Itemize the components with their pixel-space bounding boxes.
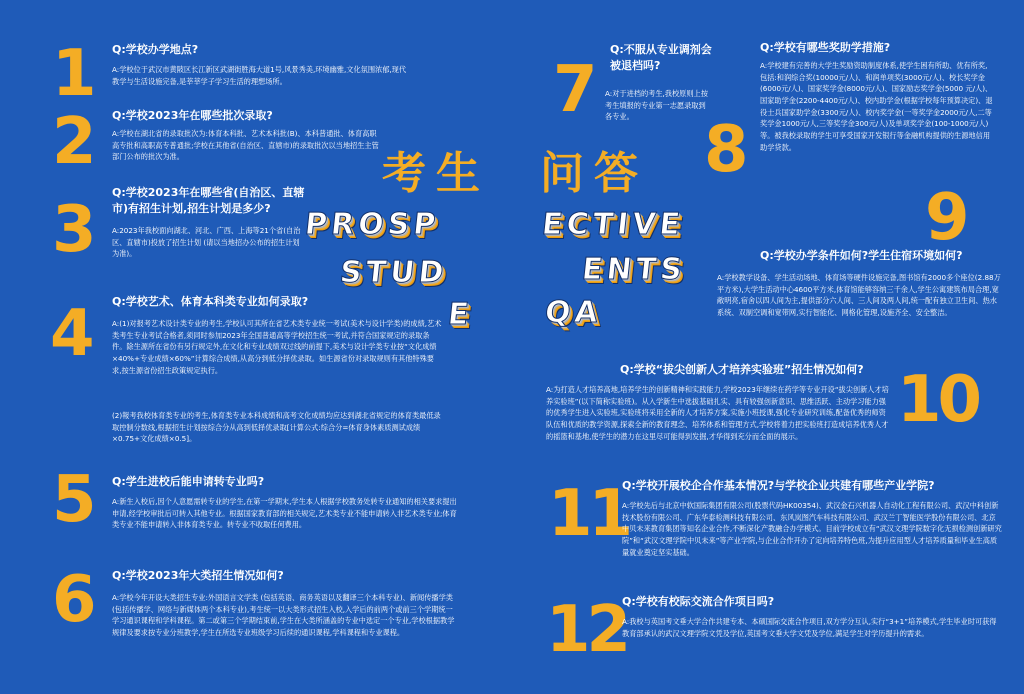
answer-7: A:对于进档的考生,我校原则上按考生填报的专业第一志愿录取到各专业。 bbox=[605, 89, 708, 122]
answer-11: A:学校先后与北京中软国际集团有限公司(股票代码HK00354)、武汉金石兴机器人自动化工程有限公司、武汉中科创新技术股份有限公司、广东华泰检测科技有限公司、东风岚图汽车科技有限公司、武汉兰丁智能医学股份有限公司、北京中贝未来教育集团等知名企业合作,不断深化产教融合办学模式。目前学校成立有“武汉文理学院数字化无损检测创新研究院”和“武汉文理学院中贝未来”等产业学院,与企业合作开办了定向培养特色班,为提升应用型人才培养质量和毕业生高质量就业奠定坚实基础。 bbox=[622, 501, 1002, 557]
answer-10: A:为打造人才培养高地,培养学生的创新精神和实践能力,学校2023年继续在药学等专业开设“拔尖创新人才培养实验班”(以下简称实验班)。从入学新生中选拔基础扎实、具有较强创新意识、思维活跃、主动学习能力强的优秀学生进入实验班,实验班将采用全新的人才培养方案,实施小班授课,强化专业研究训练,配备优秀的师资队伍和优质的教学资源,探索全新的教育理念、培养体系和管理方式,学校将着力把实验班打造成培养优秀人才的摇篮和基地,使学生的潜力在这里尽可能得到发掘,才华得到充分而全面的展示。 bbox=[546, 385, 889, 441]
number-11: 11 bbox=[548, 477, 630, 551]
question-6: Q:学校2023年大类招生情况如何? bbox=[112, 569, 284, 582]
word-ective: ECTIVE bbox=[540, 207, 686, 242]
number-4: 4 bbox=[50, 297, 91, 371]
word-stud: STUD bbox=[338, 255, 450, 290]
number-12: 12 bbox=[546, 593, 628, 667]
number-8: 8 bbox=[704, 113, 745, 187]
word-ents: ENTS bbox=[580, 252, 688, 287]
question-1: Q:学校办学地点? bbox=[112, 43, 199, 56]
answer-9: A:学校教学设备、学生活动场地、体育场等硬件设施完备,图书馆有2000多个座位(2.88万平方米),大学生活动中心4600平方米,体育馆能够容纳三千余人,学生公寓建筑布局合理,宽敞明亮,宿舍以四人间为主,提供部分六人间、三人间及两人间,统一配有独立卫生间、热水系统、双制空调和宽带网,实行智能化、网格化管理,设施齐全、安全整洁。 bbox=[717, 273, 1001, 317]
question-3: Q:学校2023年在哪些省(自治区、直辖市)有招生计划,招生计划是多少? bbox=[112, 186, 305, 215]
word-prosp: PROSP bbox=[303, 207, 442, 242]
number-2: 2 bbox=[52, 105, 93, 179]
number-1: 1 bbox=[52, 37, 93, 111]
number-10: 10 bbox=[897, 363, 979, 437]
question-12: Q:学校有校际交流合作项目吗? bbox=[622, 595, 775, 608]
title-left: 考生 bbox=[382, 148, 490, 199]
question-2: Q:学校2023年在哪些批次录取? bbox=[112, 109, 273, 122]
number-5: 5 bbox=[52, 463, 93, 537]
answer-3: A:2023年我校面向湖北、河北、广西、上海等21个省(自治区、直辖市)投放了招生计划 (请以当地招办公布的招生计划为准)。 bbox=[112, 226, 301, 259]
answer-4b: (2)報考我校体育类专业的考生,体育类专业本科成绩和高考文化成绩均应达到湖北省规定的体育类最低录取控制分数线,根据招生计划按综合分从高到低择优录取[计算公式:综合分=体育身体素质测试成绩×0.75+文化成绩×0.5]。 bbox=[112, 411, 441, 444]
question-4: Q:学校艺术、体育本科类专业如何录取? bbox=[112, 295, 309, 308]
answer-2: A:学校在湖北省的录取批次为:体育本科批、艺术本科批(B)、本科普通批、体育高职高专批和高职高专普通批;学校在其他省(自治区、直辖市)的录取批次以当地招生主管部门公布的批次为准。 bbox=[112, 129, 379, 162]
number-3: 3 bbox=[52, 193, 93, 267]
answer-5: A:新生入校后,因个人意愿需转专业的学生,在第一学期末,学生本人根据学校教务处转专业通知的相关要求提出申请,经学校审批后可转入其他专业。根据国家教育部的相关规定,艺术类专业不能申请转入非艺术类专业;体育类专业不能申请转入非体育类专业。转专业不收取任何费用。 bbox=[112, 497, 457, 530]
answer-12: A:我校与英国考文垂大学合作共建专本、本硕国际交流合作项目,双方学分互认,实行“3+1”培养模式,学生毕业时可获得教育部承认的武汉文理学院文凭及学位,英国考文垂大学文凭及学位,满足学生对学历提升的需求。 bbox=[622, 617, 997, 638]
question-5: Q:学生进校后能申请转专业吗? bbox=[112, 475, 265, 488]
word-e: E bbox=[446, 297, 475, 332]
question-11: Q:学校开展校企合作基本情况?与学校企业共建有哪些产业学院? bbox=[622, 479, 935, 492]
answer-4: A:(1)对报考艺术设计类专业的考生,学校认可其所在省艺术类专业统一考试(美术与设计学类)的成绩,艺术类考生专业考试合格者,须同时参加2023年全国普通高等学校招生统一考试,并符合国家规定的录取条件。除生源所在省份有另行规定外,在文化和专业成绩双过线的前提下,美术与设计学类专业按“文化成绩×40%+专业成绩×60%”计算综合成绩,从高分到低分择优录取。如生源省份对录取规则有其他特殊要求,按生源省份招生政策规定执行。 bbox=[112, 319, 442, 375]
answer-6: A:学校今年开设大类招生专业:外国语言文学类 (包括英语、商务英语以及翻译三个本科专业)、新闻传播学类(包括传播学、网络与新媒体两个本科专业),考生统一以大类形式招生入校,入学后的前两个或前三个学期统一学习通识课程和学科课程。第二或第三个学期结束前,学生在大类所涵盖的专业中选定一个专业,学校根据教学规律及要求按专业分班教学,学生在所选专业班级学习后续的通识课程,学科课程和专业课程。 bbox=[112, 593, 455, 637]
question-10: Q:学校“拔尖创新人才培养实验班”招生情况如何? bbox=[620, 363, 864, 376]
number-6: 6 bbox=[52, 563, 93, 637]
title-right: 问答 bbox=[540, 148, 648, 199]
answer-1: A:学校位于武汉市黄陂区长江新区武湖街胜海大道1号,风景秀美,环境幽雅,文化氛围浓郁,现代教学与生活设施完备,是莘莘学子学习生活的理想场所。 bbox=[112, 65, 407, 86]
number-9: 9 bbox=[925, 181, 966, 255]
question-8: Q:学校有哪些奖助学措施? bbox=[760, 41, 891, 54]
number-7: 7 bbox=[553, 53, 594, 127]
word-qa: QA bbox=[543, 295, 604, 330]
answer-8: A:学校建有完善的大学生奖励资助制度体系,使学生困有所助、优有所奖,包括:和润综合奖(10000元/人)、和润单项奖(3000元/人)、校长奖学金(6000元/人)、国家奖学金(8000元/人)、国家励志奖学金(5000 元/人)、国家助学金(2200-4400元/人)、校内助学金(根据学校每年预算决定)、退役士兵国家助学金(3300元/人)、校内奖学金(一等奖学金2000元/人,二等奖学金1000元/人,三等奖学金300元/人)及单项奖学金(100-1000元/人)等。被我校录取的学生可享受国家开发银行等金融机构提供的生源地信用助学贷款。 bbox=[760, 61, 993, 152]
question-9: Q:学校办学条件如何?学生住宿环境如何? bbox=[760, 249, 963, 262]
question-7: Q:不服从专业调剂会被退档吗? bbox=[610, 43, 712, 72]
